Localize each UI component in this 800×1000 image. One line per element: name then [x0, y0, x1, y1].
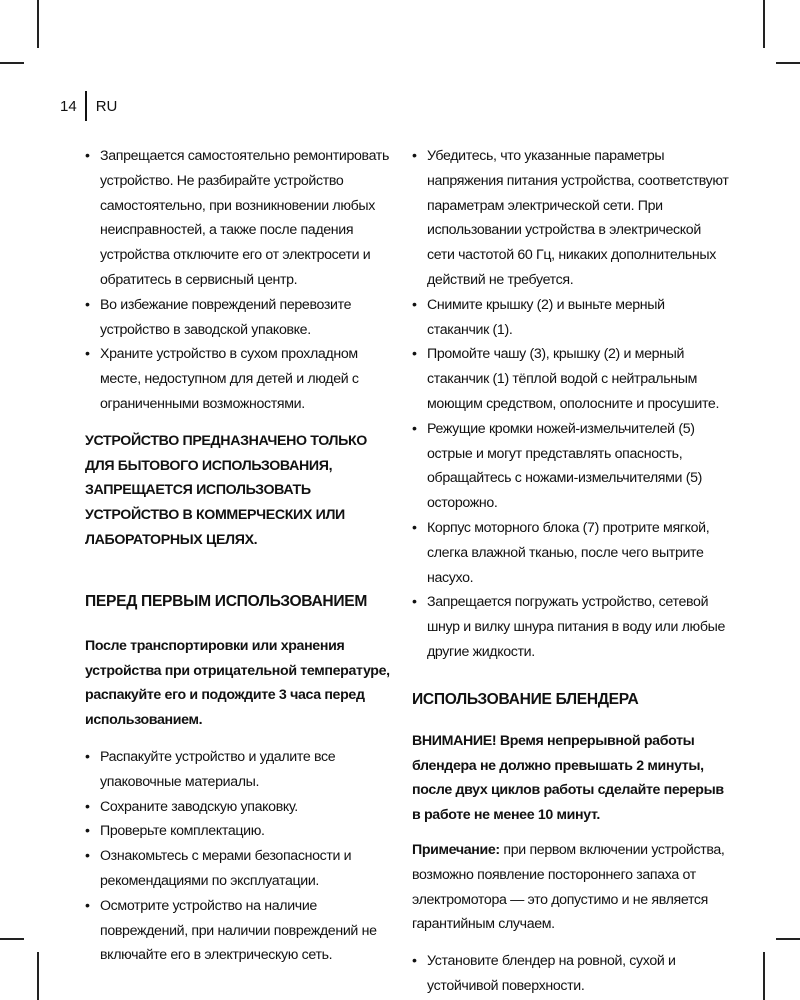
preparation-list-continued — [412, 144, 730, 665]
note-label: Примечание: — [412, 841, 500, 858]
usage-list — [412, 949, 730, 999]
left-column — [85, 144, 397, 968]
preparation-list — [85, 745, 397, 968]
list-item: • Храните устройство в сухом прохладном месте, недоступном для детей и людей с ограниченными возможностями. — [85, 342, 397, 416]
crop-mark-top-left — [37, 0, 39, 48]
list-item: • Режущие кромки ножей-измельчителей (5) острые и могут представлять опасность, обращайтесь с ножами-измельчителями (5) осторожно. — [412, 417, 730, 516]
crop-mark-bottom-left-h — [0, 938, 24, 940]
household-use-notice: УСТРОЙСТВО ПРЕДНАЗНАЧЕНО ТОЛЬКО ДЛЯ БЫТОВОГО ИСПОЛЬЗОВАНИЯ, ЗАПРЕЩАЕТСЯ ИСПОЛЬЗОВАТЬ УСТРОЙСТВО В КОММЕРЧЕСКИХ ИЛИ ЛАБОРАТОРНЫХ ЦЕЛЯХ. — [85, 432, 367, 548]
language-code: RU — [95, 97, 118, 115]
transport-note: После транспортировки или хранения устройства при отрицательной температуре, распакуйте его и подождите 3 часа перед использованием. — [85, 637, 390, 729]
list-item: • Снимите крышку (2) и выньте мерный стаканчик (1). — [412, 293, 730, 343]
list-item: • Распакуйте устройство и удалите все упаковочные материалы. — [85, 745, 397, 795]
crop-mark-top-right — [763, 0, 765, 48]
page-number: 14 — [60, 97, 77, 115]
list-item: • Ознакомьтесь с мерами безопасности и рекомендациями по эксплуатации. — [85, 844, 397, 894]
list-item: • Проверьте комплектацию. — [85, 819, 397, 844]
usage-note — [412, 838, 730, 937]
list-item: • Запрещается погружать устройство, сетевой шнур и вилку шнура питания в воду или любые другие жидкости. — [412, 590, 730, 664]
section-heading-blender-usage: ИСПОЛЬЗОВАНИЕ БЛЕНДЕРА — [412, 690, 639, 708]
crop-mark-top-right-h — [776, 62, 800, 64]
header-divider — [85, 91, 87, 121]
list-item: • Осмотрите устройство на наличие повреждений, при наличии повреждений не включайте его в электрическую сеть. — [85, 894, 397, 968]
page-header — [60, 93, 117, 119]
crop-mark-bottom-right — [763, 952, 765, 1000]
list-item: • Во избежание повреждений перевозите устройство в заводской упаковке. — [85, 293, 397, 343]
list-item: • Убедитесь, что указанные параметры напряжения питания устройства, соответствуют параметрам электрической сети. При использовании устройства в электрической сети частотой 60 Гц, никаких дополнительных действий не требуется. — [412, 144, 730, 293]
list-item: • Корпус моторного блока (7) протрите мягкой, слегка влажной тканью, после чего вытрите насухо. — [412, 516, 730, 590]
list-item: • Запрещается самостоятельно ремонтировать устройство. Не разбирайте устройство самостоятельно, при возникновении любых неисправностей, а также после падения устройства отключите его от электросети и обратитесь в сервисный центр. — [85, 144, 397, 293]
list-item: • Промойте чашу (3), крышку (2) и мерный стаканчик (1) тёплой водой с нейтральным моющим средством, ополосните и просушите. — [412, 342, 730, 416]
note-text: при первом включении устройства, возможно появление постороннего запаха от электромотора — это допустимо и не является гарантийным случаем. — [412, 841, 725, 933]
list-item: • Установите блендер на ровной, сухой и устойчивой поверхности. — [412, 949, 730, 999]
crop-mark-bottom-right-h — [776, 938, 800, 940]
list-item: • Сохраните заводскую упаковку. — [85, 795, 397, 820]
safety-list — [85, 144, 397, 417]
right-column — [412, 144, 730, 999]
crop-mark-bottom-left — [37, 952, 39, 1000]
crop-mark-top-left-h — [0, 62, 24, 64]
usage-warning: ВНИМАНИЕ! Время непрерывной работы блендера не должно превышать 2 минуты, после двух циклов работы сделайте перерыв в работе не менее 10 минут. — [412, 732, 724, 824]
section-heading-before-first-use: ПЕРЕД ПЕРВЫМ ИСПОЛЬЗОВАНИЕМ — [85, 592, 368, 610]
